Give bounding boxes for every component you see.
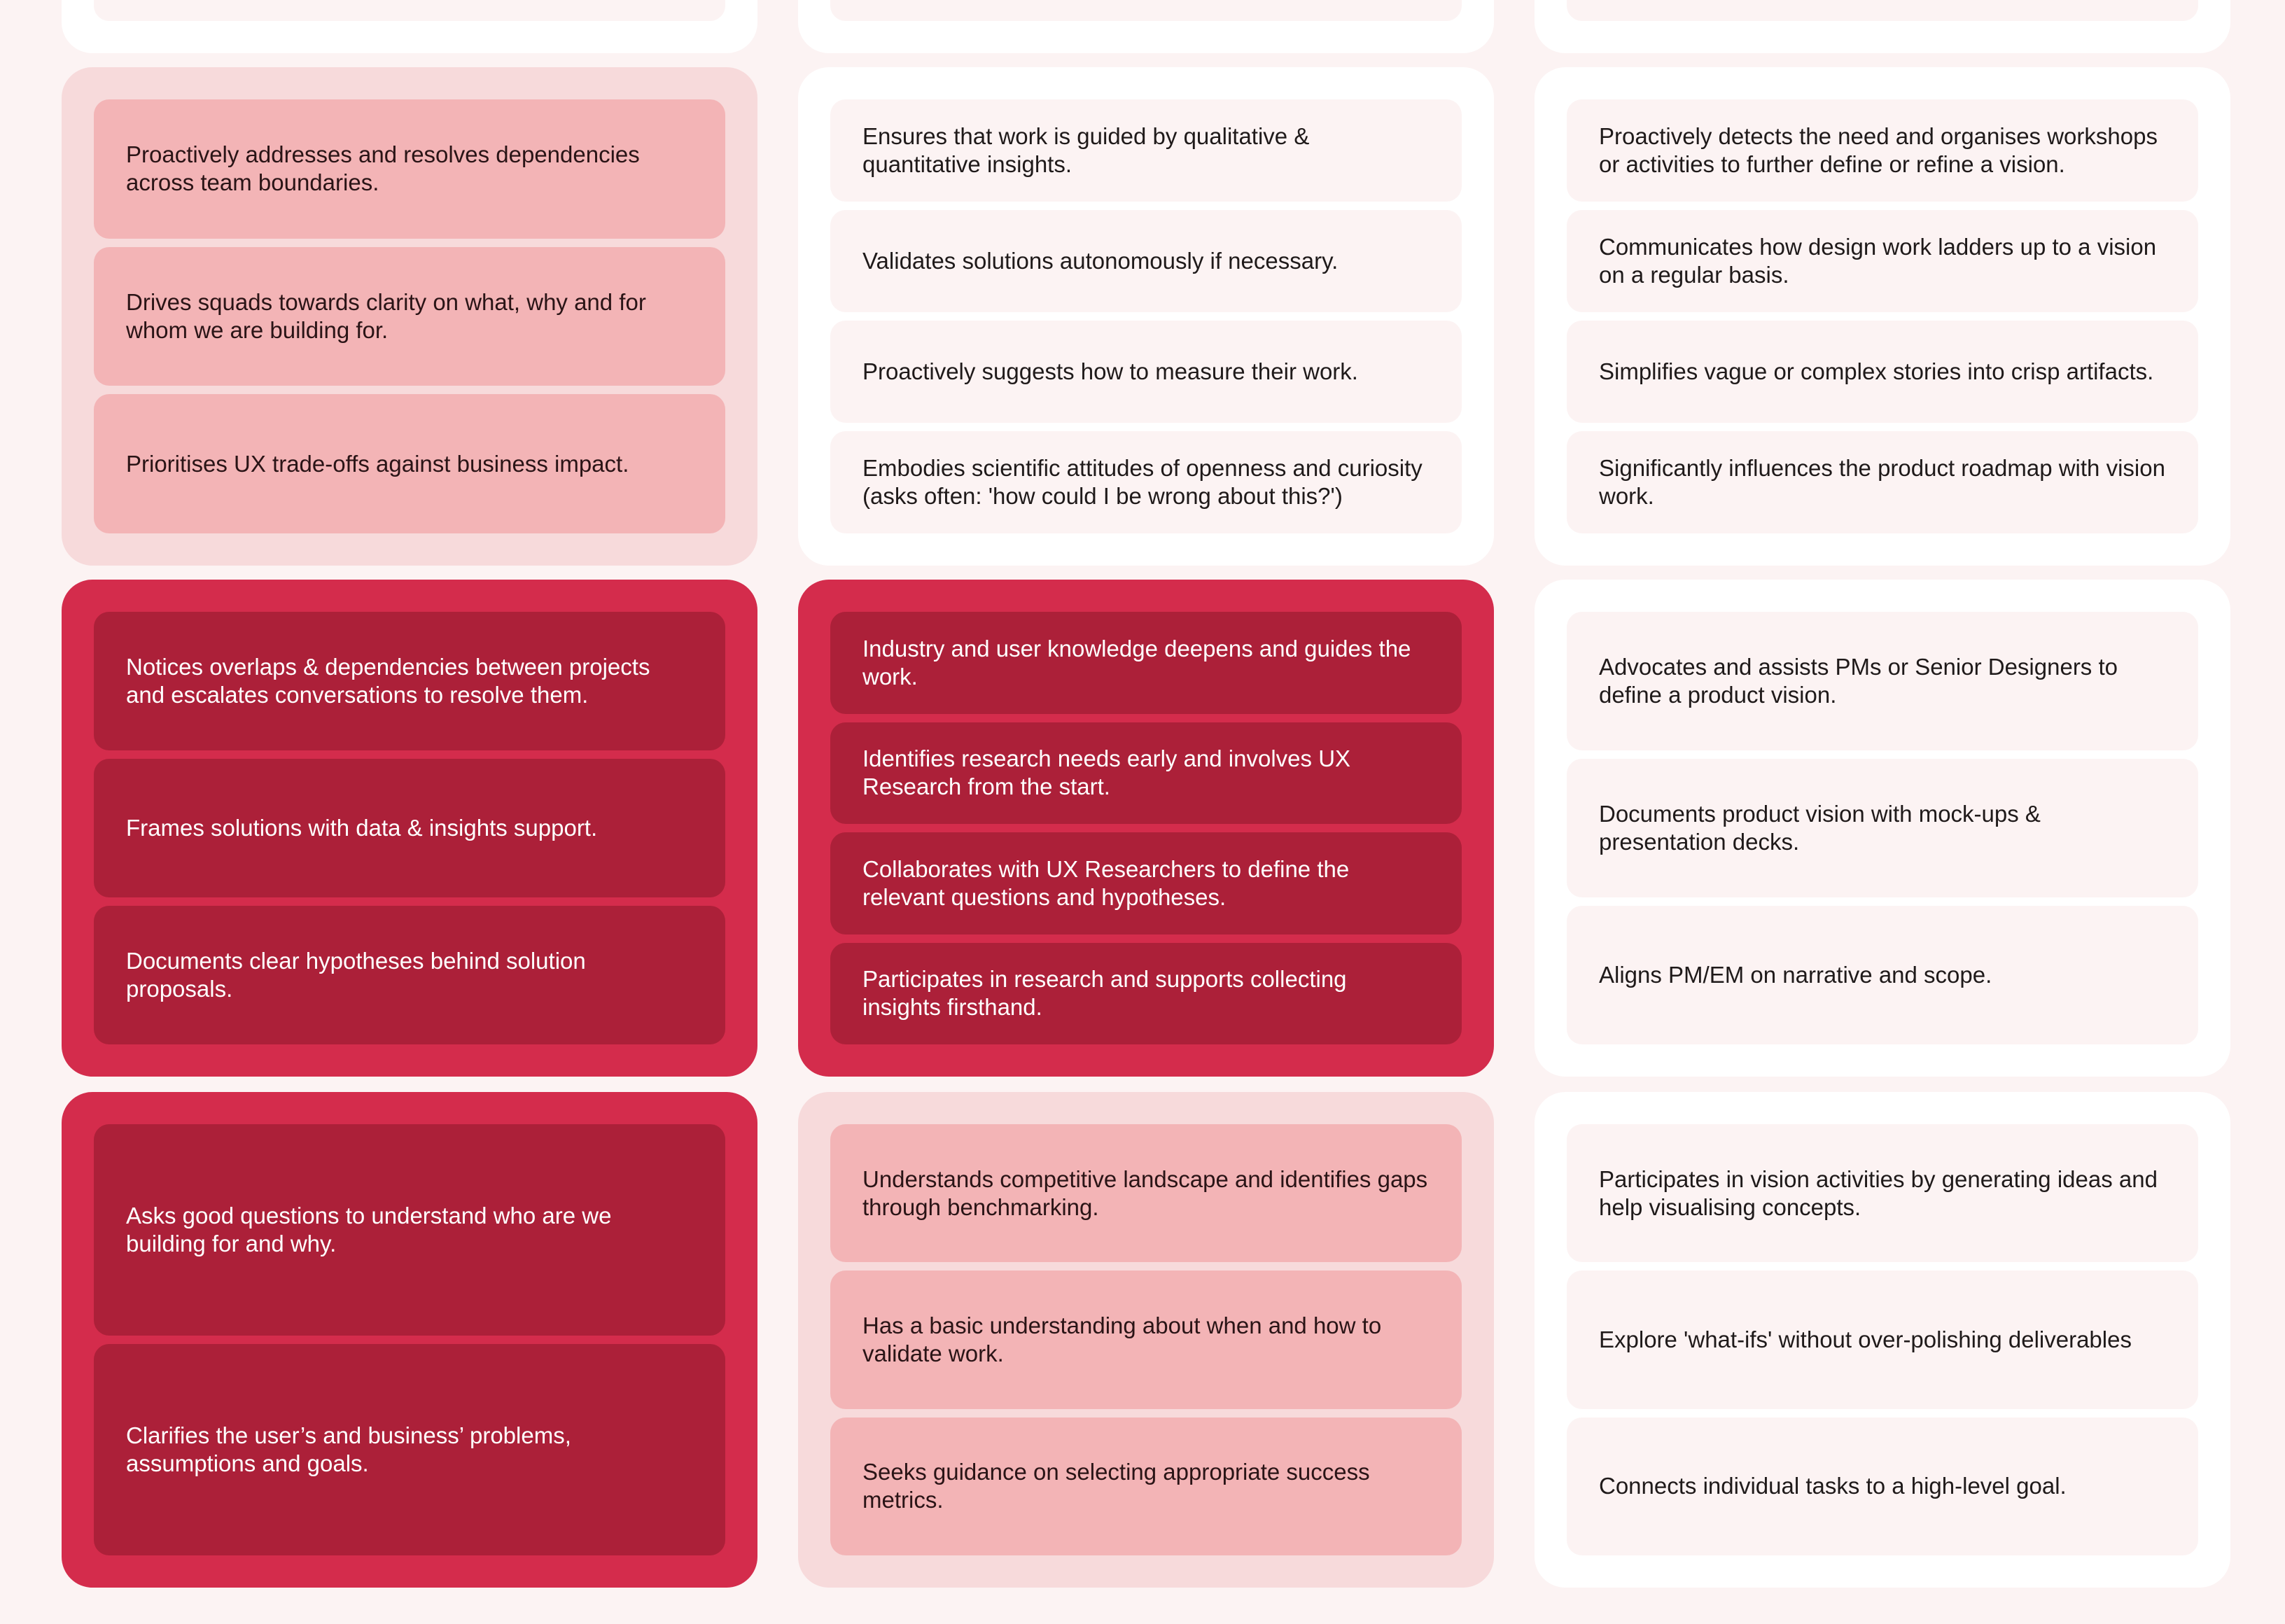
competency-text: Asks good questions to understand who are we building for and why. xyxy=(126,1203,612,1256)
competency-card xyxy=(94,99,725,239)
competency-panel-row2-col1 xyxy=(62,580,757,1077)
competency-text: Understands competitive landscape and identifies gaps through benchmarking. xyxy=(862,1166,1428,1220)
competency-card xyxy=(830,431,1462,533)
competency-text: Ensures that work is guided by qualitative & quantitative insights. xyxy=(862,123,1310,177)
card-top-stub-col3 xyxy=(1567,0,2198,21)
competency-card xyxy=(94,1124,725,1336)
competency-panel-row2-col2 xyxy=(798,580,1494,1077)
competency-text: Documents product vision with mock-ups & presentation decks. xyxy=(1599,801,2041,855)
panel-top-stub-col2 xyxy=(798,0,1494,53)
competency-panel-row1-col3 xyxy=(1535,67,2230,566)
competency-text: Embodies scientific attitudes of openness and curiosity (asks often: 'how could I be wrong about this?') xyxy=(862,455,1423,509)
competency-card xyxy=(830,943,1462,1045)
competency-card xyxy=(830,612,1462,714)
competency-card xyxy=(94,247,725,386)
competency-text: Frames solutions with data & insights support. xyxy=(126,815,598,841)
competency-text: Drives squads towards clarity on what, why and for whom we are building for. xyxy=(126,289,646,343)
competency-card xyxy=(1567,321,2198,423)
competency-text: Industry and user knowledge deepens and guides the work. xyxy=(862,635,1411,690)
panel-top-stub-col3 xyxy=(1535,0,2230,53)
competency-card xyxy=(94,759,725,897)
competency-card xyxy=(1567,906,2198,1044)
competency-text: Seeks guidance on selecting appropriate success metrics. xyxy=(862,1459,1370,1513)
competency-text: Documents clear hypotheses behind solution proposals. xyxy=(126,948,586,1002)
competency-card xyxy=(1567,1124,2198,1262)
competency-text: Communicates how design work ladders up to a vision on a regular basis. xyxy=(1599,234,2157,288)
competency-card xyxy=(94,394,725,533)
competency-text: Advocates and assists PMs or Senior Designers to define a product vision. xyxy=(1599,654,2118,708)
competency-text: Explore 'what-ifs' without over-polishing deliverables xyxy=(1599,1326,2132,1352)
competency-text: Aligns PM/EM on narrative and scope. xyxy=(1599,962,1992,988)
competency-card xyxy=(1567,431,2198,533)
competency-text: Significantly influences the product roadmap with vision work. xyxy=(1599,455,2165,509)
competency-panel-row1-col2 xyxy=(798,67,1494,566)
competency-card xyxy=(830,99,1462,202)
competency-text: Proactively detects the need and organises workshops or activities to further define or refine a vision. xyxy=(1599,123,2158,177)
competency-card xyxy=(830,1124,1462,1262)
competency-panel-row2-col3 xyxy=(1535,580,2230,1077)
competency-card xyxy=(1567,759,2198,897)
competency-text: Participates in research and supports collecting insights firsthand. xyxy=(862,966,1347,1021)
competency-text: Has a basic understanding about when and how to validate work. xyxy=(862,1312,1382,1366)
competency-panel-row1-col1 xyxy=(62,67,757,566)
competency-card xyxy=(94,906,725,1044)
competency-panel-row3-col3 xyxy=(1535,1092,2230,1588)
competency-text: Notices overlaps & dependencies between projects and escalates conversations to resolve them. xyxy=(126,654,650,708)
competency-text: Simplifies vague or complex stories into crisp artifacts. xyxy=(1599,358,2154,384)
competency-card xyxy=(1567,210,2198,312)
competency-card xyxy=(830,321,1462,423)
competency-card xyxy=(1567,99,2198,202)
competency-card xyxy=(830,722,1462,825)
competency-card xyxy=(94,1344,725,1555)
panel-top-stub-col1 xyxy=(62,0,757,53)
competency-text: Proactively addresses and resolves dependencies across team boundaries. xyxy=(126,141,640,196)
competency-text: Participates in vision activities by generating ideas and help visualising concepts. xyxy=(1599,1166,2158,1220)
competency-panel-row3-col2 xyxy=(798,1092,1494,1588)
competency-card xyxy=(1567,612,2198,750)
competency-card xyxy=(830,832,1462,934)
card-top-stub-col1 xyxy=(94,0,725,21)
competency-card xyxy=(94,612,725,750)
competency-text: Validates solutions autonomously if necessary. xyxy=(862,248,1339,274)
competency-card xyxy=(830,1418,1462,1555)
competency-card xyxy=(830,210,1462,312)
competency-text: Collaborates with UX Researchers to define the relevant questions and hypotheses. xyxy=(862,855,1350,910)
competency-card xyxy=(1567,1418,2198,1555)
competency-text: Connects individual tasks to a high-level goal. xyxy=(1599,1473,2067,1499)
competency-text: Clarifies the user’s and business’ problems, assumptions and goals. xyxy=(126,1422,571,1476)
competency-card xyxy=(830,1270,1462,1408)
competency-card xyxy=(1567,1270,2198,1408)
competency-text: Identifies research needs early and involves UX Research from the start. xyxy=(862,746,1351,800)
competency-text: Proactively suggests how to measure their work. xyxy=(862,358,1358,384)
competency-panel-row3-col1 xyxy=(62,1092,757,1588)
card-top-stub-col2 xyxy=(830,0,1462,21)
competency-text: Prioritises UX trade-offs against business impact. xyxy=(126,450,629,477)
